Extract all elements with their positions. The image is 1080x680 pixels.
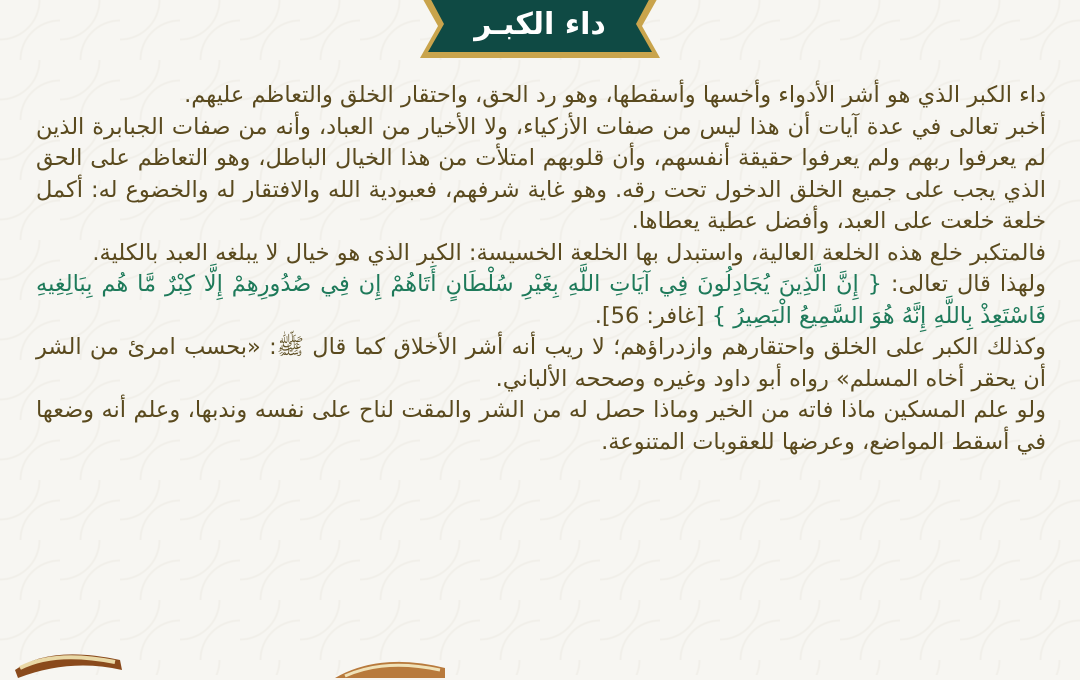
page-title: داء الكبـر <box>474 7 606 42</box>
book-illustration <box>330 650 450 680</box>
verse-reference: [غافر: 56]. <box>594 302 712 329</box>
paragraph: وكذلك الكبر على الخلق واحتقارهم وازدراؤهم؛ لا ريب أنه أشر الأخلاق كما قال ﷺ: «بحسب امرئ من الشر أن يحقر أخاه المسلم» رواه أبو داود وغيره وصححه الألباني. <box>36 334 1046 392</box>
paragraph: ولو علم المسكين ماذا فاته من الخير وماذا حصل له من الشر والمقت لناح على نفسه وندبها، وعلم أنه وضعها في أسقط المواضع، وعرضها للعقوبات المتنوعة. <box>36 397 1046 455</box>
paragraph: أخبر تعالى في عدة آيات أن هذا ليس من صفات الأزكياء، ولا الأخيار من العباد، وأنه من صفات الجبابرة الذين لم يعرفوا ربهم ولم يعرفوا حقيقة أنفسهم، وأن قلوبهم امتلأت من هذا الخيال الباطل، وهو التعاظم على الحق الذي يجب على جميع الخلق الدخول تحت رقه. وهو غاية شرفهم، فعبودية الله والافتقار له والخضوع له: أكمل خلعة خلعت على العبد، وأفضل عطية يعطاها. <box>36 113 1046 234</box>
book-illustration <box>10 640 130 680</box>
verse-intro: ولهذا قال تعالى: <box>881 271 1046 297</box>
title-banner <box>420 0 660 64</box>
article-body <box>36 80 1046 458</box>
paragraph: فالمتكبر خلع هذه الخلعة العالية، واستبدل بها الخلعة الخسيسة: الكبر الذي هو خيال لا يبلغه العبد بالكلية. <box>92 239 1046 266</box>
paragraph: داء الكبر الذي هو أشر الأدواء وأخسها وأسقطها، وهو رد الحق، واحتقار الخلق والتعاظم عليهم. <box>184 82 1046 108</box>
paragraph-with-verse <box>36 269 1046 332</box>
quran-verse: { إِنَّ الَّذِينَ يُجَادِلُونَ فِي آيَاتِ اللَّهِ بِغَيْرِ سُلْطَانٍ أَتَاهُمْ إِن فِي صُدُورِهِمْ إِلَّا كِبْرٌ مَّا هُم بِبَالِغِيهِ فَاسْتَعِذْ بِاللَّهِ إِنَّهُ هُوَ السَّمِيعُ الْبَصِيرُ } <box>36 271 1046 329</box>
